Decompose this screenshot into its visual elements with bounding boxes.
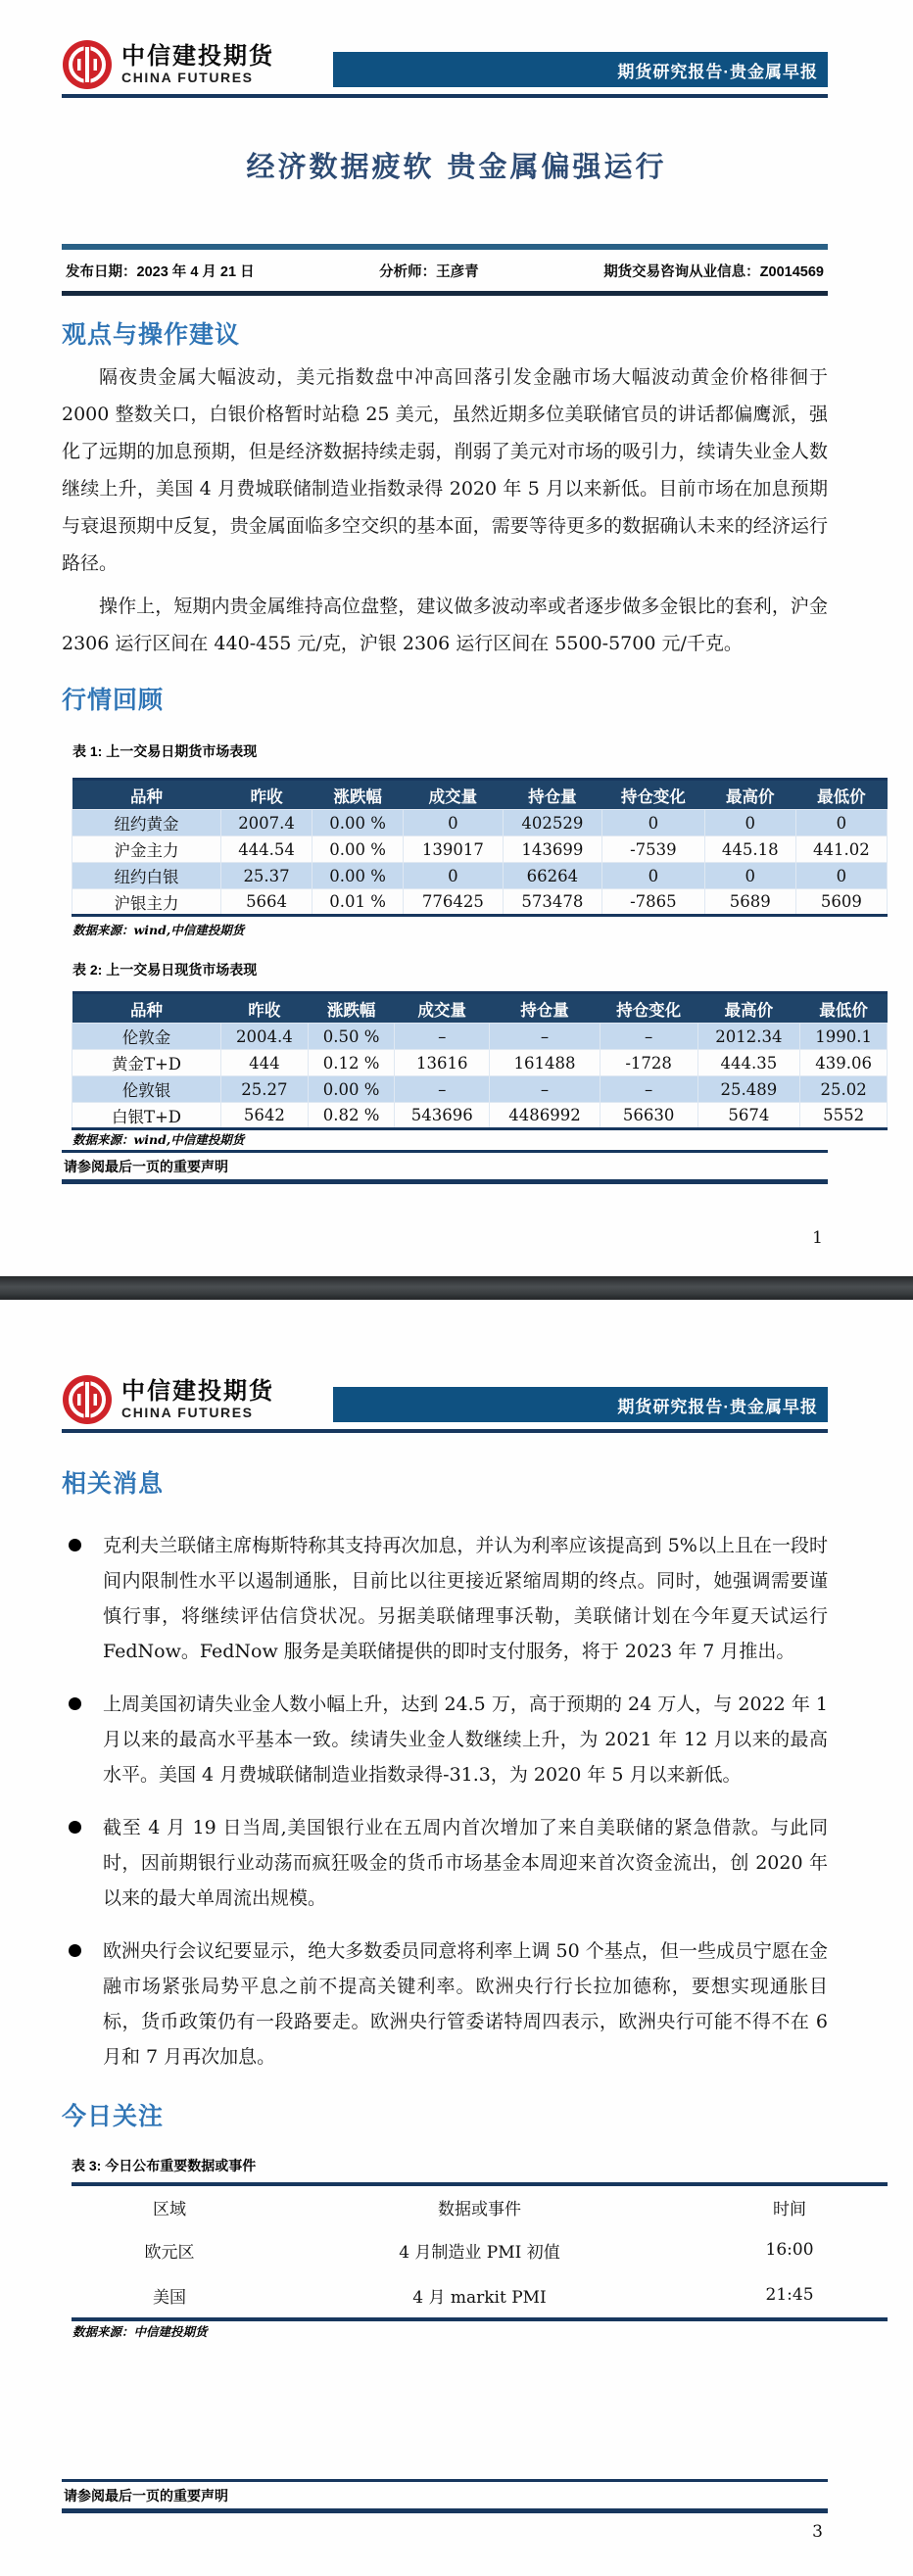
column-header: 最高价 xyxy=(697,993,800,1024)
table-cell: 543696 xyxy=(395,1103,490,1129)
table-cell: 0.00 % xyxy=(308,1076,395,1103)
column-header: 昨收 xyxy=(221,993,309,1024)
table-cell: 0 xyxy=(602,810,705,836)
table-cell: 4 月制造业 PMI 初值 xyxy=(399,2242,560,2263)
table-cell: 25.489 xyxy=(697,1076,800,1103)
table-cell: 纽约白银 xyxy=(72,863,221,889)
company-name-cn: 中信建投期货 xyxy=(121,1378,274,1406)
footer-bottom-rule xyxy=(62,1179,828,1184)
table-cell: 0.82 % xyxy=(308,1103,395,1129)
table-cell: 0 xyxy=(602,863,705,889)
table-cell: – xyxy=(600,1024,697,1050)
column-header: 持仓变化 xyxy=(600,993,697,1024)
column-header: 时间 xyxy=(773,2199,807,2219)
table3-bottom-rule xyxy=(72,2317,888,2321)
column-header: 最低价 xyxy=(795,780,887,810)
company-logo-text xyxy=(121,44,274,85)
table-cell: 纽约黄金 xyxy=(72,810,221,836)
table-row xyxy=(72,1076,888,1103)
page-separator xyxy=(0,1276,913,1300)
table-header-row xyxy=(72,993,888,1024)
page-header xyxy=(62,1374,828,1429)
news-item xyxy=(62,1528,828,1669)
table-cell: 444.35 xyxy=(697,1050,800,1076)
footer-disclaimer: 请参阅最后一页的重要声明 xyxy=(64,1159,228,1174)
column-header: 持仓量 xyxy=(503,780,601,810)
column-header: 区域 xyxy=(152,2199,186,2219)
table-cell: 0.00 % xyxy=(312,863,404,889)
events-table xyxy=(72,2186,888,2317)
column-header: 昨收 xyxy=(221,780,312,810)
table-cell: 黄金T+D xyxy=(72,1050,221,1076)
table-cell: 25.37 xyxy=(221,863,312,889)
column-header: 最高价 xyxy=(704,780,795,810)
table-cell: 5642 xyxy=(221,1103,309,1129)
table-cell: 143699 xyxy=(503,836,601,863)
news-bullet-list xyxy=(62,1528,828,2092)
column-header: 成交量 xyxy=(395,993,490,1024)
table-cell: 5689 xyxy=(704,889,795,916)
table-row xyxy=(72,1103,888,1129)
section-heading-news: 相关消息 xyxy=(62,1470,165,1498)
table-cell: 0.12 % xyxy=(308,1050,395,1076)
table-cell: 2004.4 xyxy=(221,1024,309,1050)
viewpoint-paragraph-2: 操作上，短期内贵金属维持高位盘整，建议做多波动率或者逐步做多金银比的套利，沪金 2306 运行区间在 440-455 元/克，沪银 2306 运行区间在 5500-5700 元/千克。 xyxy=(62,596,828,654)
table-cell: 66264 xyxy=(503,863,601,889)
table-row xyxy=(72,2272,888,2317)
analyst-name: 分析师：王彦青 xyxy=(379,264,479,280)
table-cell: 5552 xyxy=(800,1103,888,1129)
table-cell: 573478 xyxy=(503,889,601,916)
bullet-icon xyxy=(69,1821,81,1834)
table-cell: 沪银主力 xyxy=(72,889,221,916)
bullet-icon xyxy=(69,1944,81,1957)
footer-disclaimer: 请参阅最后一页的重要声明 xyxy=(64,2488,228,2504)
company-logo-icon xyxy=(62,1374,113,1425)
table-cell: – xyxy=(395,1076,490,1103)
license-info: 期货交易咨询从业信息：Z0014569 xyxy=(603,264,824,280)
table-cell: -1728 xyxy=(600,1050,697,1076)
table1-source: 数据来源：wind,中信建投期货 xyxy=(72,923,245,937)
table-cell: 0.50 % xyxy=(308,1024,395,1050)
bullet-icon xyxy=(69,1539,81,1551)
report-page-2 xyxy=(0,1300,913,2576)
column-header: 品种 xyxy=(72,993,221,1024)
table-cell: 5609 xyxy=(795,889,887,916)
column-header: 数据或事件 xyxy=(437,2199,521,2219)
table-cell: 伦敦银 xyxy=(72,1076,221,1103)
table-cell: – xyxy=(395,1024,490,1050)
company-name-cn: 中信建投期货 xyxy=(121,43,274,71)
table-cell: 21:45 xyxy=(765,2285,814,2305)
news-item xyxy=(62,1687,828,1792)
meta-bottom-rule xyxy=(62,291,828,296)
table-cell: 444 xyxy=(221,1050,309,1076)
company-name-en: CHINA FUTURES xyxy=(121,1404,254,1420)
page-footer xyxy=(62,1150,828,1184)
table-header-row xyxy=(72,2186,888,2227)
table-cell: 5664 xyxy=(221,889,312,916)
table-cell: 25.27 xyxy=(221,1076,309,1103)
table-cell: 欧元区 xyxy=(144,2242,195,2263)
company-name-en: CHINA FUTURES xyxy=(121,69,254,85)
report-page-1 xyxy=(0,0,913,1276)
page-number: 1 xyxy=(812,1228,823,1248)
publish-date: 发布日期：2023 年 4 月 21 日 xyxy=(66,264,255,280)
table-cell: 2007.4 xyxy=(221,810,312,836)
column-header: 品种 xyxy=(72,780,221,810)
table-cell: 441.02 xyxy=(795,836,887,863)
table-cell: 0 xyxy=(704,810,795,836)
table-row xyxy=(72,810,888,836)
report-series-banner: 期货研究报告·贵金属早报 xyxy=(333,1387,828,1422)
header-divider xyxy=(62,1429,828,1433)
table-cell: 4486992 xyxy=(490,1103,601,1129)
table-cell: 445.18 xyxy=(704,836,795,863)
table-cell: 1990.1 xyxy=(800,1024,888,1050)
spot-market-table xyxy=(72,991,888,1130)
table3-caption: 表 3: 今日公布重要数据或事件 xyxy=(72,2158,257,2173)
bullet-icon xyxy=(69,1697,81,1710)
table-cell: 2012.34 xyxy=(697,1024,800,1050)
table-cell: 0.00 % xyxy=(312,836,404,863)
meta-bar xyxy=(62,244,828,296)
table-cell: 0 xyxy=(404,863,503,889)
footer-bottom-rule xyxy=(62,2508,828,2513)
page-header xyxy=(62,39,828,94)
table-cell: 402529 xyxy=(503,810,601,836)
column-header: 成交量 xyxy=(404,780,503,810)
news-item xyxy=(62,1810,828,1916)
table-row xyxy=(72,836,888,863)
column-header: 最低价 xyxy=(800,993,888,1024)
table-cell: 0 xyxy=(795,810,887,836)
table2-caption: 表 2: 上一交易日现货市场表现 xyxy=(72,962,258,978)
table-row xyxy=(72,2227,888,2272)
table-cell: – xyxy=(490,1024,601,1050)
table-cell: 0 xyxy=(704,863,795,889)
news-item xyxy=(62,1933,828,2075)
today-events-block xyxy=(72,2156,888,2321)
table-cell: 4 月 markit PMI xyxy=(412,2287,547,2308)
news-item-text: 欧洲央行会议纪要显示，绝大多数委员同意将利率上调 50 个基点，但一些成员宁愿在金融市场紧张局势平息之前不提高关键利率。欧洲央行行长拉加德称，要想实现通胀目标，货币政策仍有一段路要走。欧洲央行管委诺特周四表示，欧洲央行可能不得不在 6 月和 7 月再次加息。 xyxy=(103,1940,828,2068)
table2-source: 数据来源：wind,中信建投期货 xyxy=(72,1132,245,1147)
table-cell: 0 xyxy=(795,863,887,889)
column-header: 持仓量 xyxy=(490,993,601,1024)
header-divider xyxy=(62,94,828,98)
table-cell: 13616 xyxy=(395,1050,490,1076)
report-series-banner: 期货研究报告·贵金属早报 xyxy=(333,52,828,87)
table-cell: 美国 xyxy=(152,2287,186,2308)
table-cell: 白银T+D xyxy=(72,1103,221,1129)
table-cell: 776425 xyxy=(404,889,503,916)
viewpoint-paragraph-1: 隔夜贵金属大幅波动，美元指数盘中冲高回落引发金融市场大幅波动黄金价格徘徊于 2000 整数关口，白银价格暂时站稳 25 美元，虽然近期多位美联储官员的讲话都偏鹰派，强化了远期的加息预期，但是经济数据持续走弱，削弱了美元对市场的吸引力，续请失业金人数继续上升，美国 4 月费城联储制造业指数录得 2020 年 5 月以来新低。目前市场在加息预期与衰退预期中反复，贵金属面临多空交织的基本面，需要等待更多的数据确认未来的经济运行路径。 xyxy=(62,366,828,574)
table-header-row xyxy=(72,780,888,810)
table-cell: 5674 xyxy=(697,1103,800,1129)
table-cell: -7539 xyxy=(602,836,705,863)
section-heading-today: 今日关注 xyxy=(62,2103,165,2130)
table-cell: 139017 xyxy=(404,836,503,863)
table-cell: 0.01 % xyxy=(312,889,404,916)
table-cell: 56630 xyxy=(600,1103,697,1129)
futures-market-table xyxy=(72,778,888,917)
table-cell: 伦敦金 xyxy=(72,1024,221,1050)
news-item-text: 上周美国初请失业金人数小幅上升，达到 24.5 万，高于预期的 24 万人，与 2022 年 1 月以来的最高水平基本一致。续请失业金人数继续上升，为 2021 年 12 月以来的最高水平。美国 4 月费城联储制造业指数录得-31.3，为 2020 年 5 月以来新低。 xyxy=(103,1693,828,1786)
page-number: 3 xyxy=(812,2522,823,2542)
table-cell: 沪金主力 xyxy=(72,836,221,863)
news-item-text: 克利夫兰联储主席梅斯特称其支持再次加息，并认为利率应该提高到 5%以上且在一段时间内限制性水平以遏制通胀，目前比以往更接近紧缩周期的终点。同时，她强调需要谨慎行事，将继续评估信贷状况。另据美联储理事沃勒，美联储计划在今年夏天试运行 FedNow。FedNow 服务是美联储提供的即时支付服务，将于 2023 年 7 月推出。 xyxy=(103,1535,828,1662)
table-row xyxy=(72,1024,888,1050)
table-cell: 0.00 % xyxy=(312,810,404,836)
table-cell: -7865 xyxy=(602,889,705,916)
table3-source: 数据来源：中信建投期货 xyxy=(72,2324,208,2339)
column-header: 涨跌幅 xyxy=(308,993,395,1024)
table-cell: – xyxy=(490,1076,601,1103)
column-header: 持仓变化 xyxy=(602,780,705,810)
section-heading-review: 行情回顾 xyxy=(62,687,165,714)
column-header: 涨跌幅 xyxy=(312,780,404,810)
table-row xyxy=(72,863,888,889)
company-logo-icon xyxy=(62,39,113,90)
table1-caption: 表 1: 上一交易日期货市场表现 xyxy=(72,743,258,759)
table-row xyxy=(72,889,888,916)
table-cell: 439.06 xyxy=(800,1050,888,1076)
table-cell: 444.54 xyxy=(221,836,312,863)
table-cell: 25.02 xyxy=(800,1076,888,1103)
section-heading-viewpoint: 观点与操作建议 xyxy=(62,321,241,349)
table-cell: – xyxy=(600,1076,697,1103)
news-item-text: 截至 4 月 19 日当周,美国银行业在五周内首次增加了来自美联储的紧急借款。与此同时，因前期银行业动荡而疯狂吸金的货币市场基金本周迎来首次资金流出，创 2020 年以来的最大单周流出规模。 xyxy=(103,1817,828,1909)
table-cell: 16:00 xyxy=(765,2240,814,2260)
table-cell: 0 xyxy=(404,810,503,836)
company-logo-text xyxy=(121,1379,274,1420)
table-row xyxy=(72,1050,888,1076)
report-title: 经济数据疲软 贵金属偏强运行 xyxy=(246,150,667,183)
table-cell: 161488 xyxy=(490,1050,601,1076)
page-footer xyxy=(62,2479,828,2513)
